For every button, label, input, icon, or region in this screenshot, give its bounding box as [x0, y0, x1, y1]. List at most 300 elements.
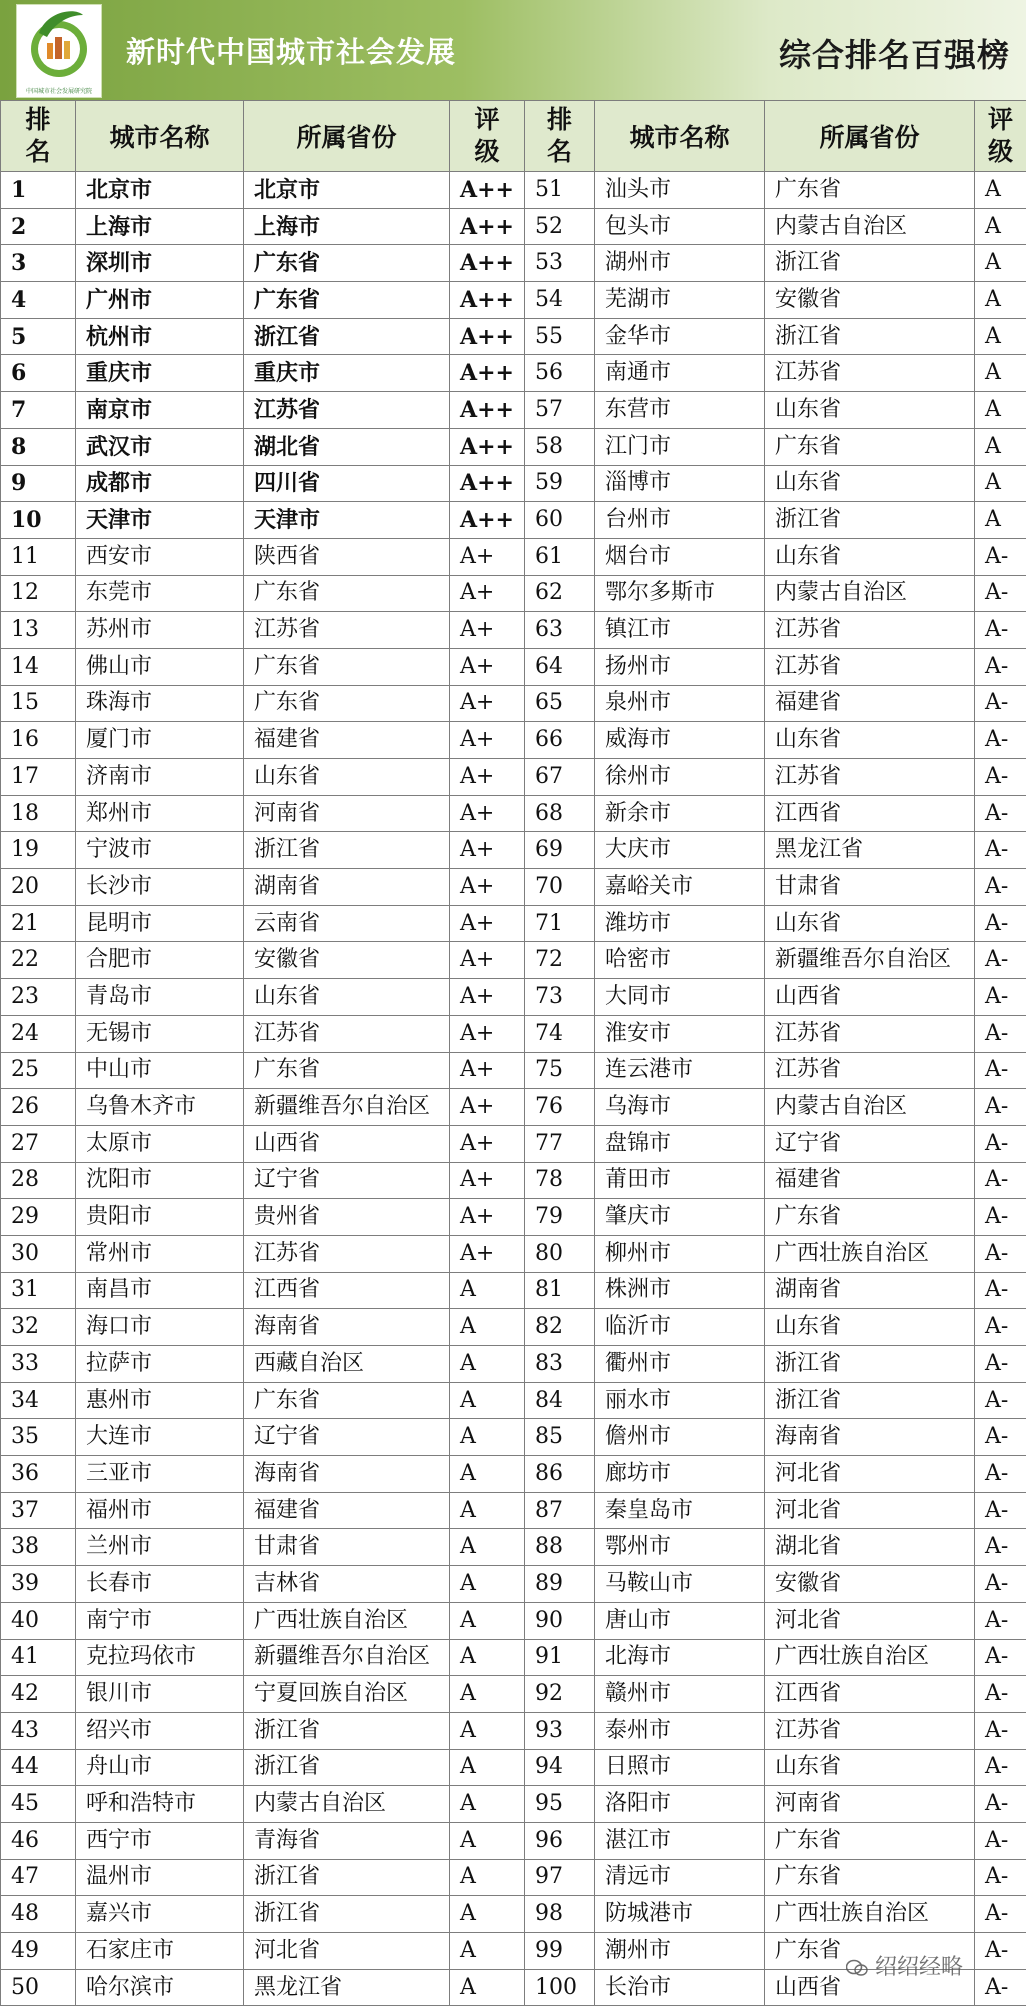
watermark-text: 绍绍经略	[875, 1955, 963, 1980]
watermark	[846, 1950, 963, 1981]
grade-cell: A+	[450, 575, 525, 612]
rank-cell: 58	[525, 428, 595, 465]
table-row	[1, 282, 1026, 319]
city-cell: 上海市	[76, 208, 244, 245]
city-cell: 呼和浩特市	[76, 1786, 244, 1823]
city-cell: 重庆市	[76, 355, 244, 392]
table-row	[1, 1015, 1026, 1052]
grade-cell: A-	[975, 1199, 1026, 1236]
grade-cell: A++	[450, 208, 525, 245]
grade-cell: A-	[975, 1419, 1026, 1456]
rank-cell: 62	[525, 575, 595, 612]
rank-cell: 1	[1, 172, 76, 209]
grade-cell: A++	[450, 392, 525, 429]
table-row	[1, 869, 1026, 906]
province-cell: 江西省	[765, 1676, 975, 1713]
province-cell: 内蒙古自治区	[765, 575, 975, 612]
grade-cell: A+	[450, 722, 525, 759]
col-header-city: 城市名称	[595, 101, 765, 172]
rank-cell: 87	[525, 1492, 595, 1529]
grade-cell: A-	[975, 722, 1026, 759]
grade-cell: A+	[450, 685, 525, 722]
province-cell: 新疆维吾尔自治区	[765, 942, 975, 979]
province-cell: 安徽省	[765, 282, 975, 319]
grade-cell: A-	[975, 1529, 1026, 1566]
table-row	[1, 1712, 1026, 1749]
grade-cell: A+	[450, 612, 525, 649]
rank-cell: 10	[1, 502, 76, 539]
grade-cell: A+	[450, 648, 525, 685]
ranking-title: 综合排名百强榜	[779, 30, 1010, 76]
grade-cell: A	[450, 1456, 525, 1493]
city-cell: 芜湖市	[595, 282, 765, 319]
rank-cell: 49	[1, 1933, 76, 1970]
banner-title: 新时代中国城市社会发展	[126, 30, 456, 71]
province-cell: 吉林省	[244, 1566, 450, 1603]
grade-cell: A	[975, 318, 1026, 355]
city-cell: 肇庆市	[595, 1199, 765, 1236]
grade-cell: A-	[975, 575, 1026, 612]
province-cell: 山东省	[765, 1749, 975, 1786]
grade-cell: A	[450, 1969, 525, 2006]
province-cell: 云南省	[244, 905, 450, 942]
city-cell: 长治市	[595, 1969, 765, 2006]
city-cell: 江门市	[595, 428, 765, 465]
rank-cell: 33	[1, 1346, 76, 1383]
province-cell: 黑龙江省	[244, 1969, 450, 2006]
grade-cell: A-	[975, 1566, 1026, 1603]
province-cell: 河南省	[244, 795, 450, 832]
province-cell: 广东省	[765, 172, 975, 209]
province-cell: 四川省	[244, 465, 450, 502]
table-row	[1, 1896, 1026, 1933]
city-cell: 海口市	[76, 1309, 244, 1346]
province-cell: 广西壮族自治区	[765, 1896, 975, 1933]
rank-cell: 76	[525, 1089, 595, 1126]
rank-cell: 66	[525, 722, 595, 759]
city-cell: 潍坊市	[595, 905, 765, 942]
city-cell: 石家庄市	[76, 1933, 244, 1970]
grade-cell: A+	[450, 869, 525, 906]
province-cell: 广西壮族自治区	[765, 1639, 975, 1676]
city-cell: 扬州市	[595, 648, 765, 685]
city-cell: 嘉峪关市	[595, 869, 765, 906]
province-cell: 新疆维吾尔自治区	[244, 1639, 450, 1676]
rank-cell: 64	[525, 648, 595, 685]
ranking-table	[0, 100, 1026, 2006]
city-cell: 惠州市	[76, 1382, 244, 1419]
grade-cell: A-	[975, 979, 1026, 1016]
province-cell: 江西省	[765, 795, 975, 832]
city-cell: 乌海市	[595, 1089, 765, 1126]
rank-cell: 23	[1, 979, 76, 1016]
city-cell: 汕头市	[595, 172, 765, 209]
table-row	[1, 795, 1026, 832]
rank-cell: 99	[525, 1933, 595, 1970]
grade-cell: A-	[975, 1676, 1026, 1713]
province-cell: 福建省	[244, 1492, 450, 1529]
city-cell: 连云港市	[595, 1052, 765, 1089]
grade-cell: A+	[450, 1235, 525, 1272]
rank-cell: 93	[525, 1712, 595, 1749]
rank-cell: 92	[525, 1676, 595, 1713]
grade-cell: A	[450, 1786, 525, 1823]
grade-cell: A++	[450, 502, 525, 539]
province-cell: 浙江省	[765, 245, 975, 282]
table-row	[1, 759, 1026, 796]
grade-cell: A-	[975, 1896, 1026, 1933]
table-row	[1, 722, 1026, 759]
province-cell: 广东省	[244, 1382, 450, 1419]
city-cell: 丽水市	[595, 1382, 765, 1419]
city-cell: 北京市	[76, 172, 244, 209]
table-row	[1, 465, 1026, 502]
grade-cell: A	[450, 1566, 525, 1603]
city-cell: 南宁市	[76, 1602, 244, 1639]
province-cell: 江苏省	[765, 1015, 975, 1052]
province-cell: 甘肃省	[244, 1529, 450, 1566]
city-cell: 马鞍山市	[595, 1566, 765, 1603]
city-cell: 鄂州市	[595, 1529, 765, 1566]
city-cell: 株洲市	[595, 1272, 765, 1309]
city-cell: 东营市	[595, 392, 765, 429]
rank-cell: 22	[1, 942, 76, 979]
grade-cell: A	[450, 1749, 525, 1786]
province-cell: 广东省	[765, 1933, 975, 1970]
grade-cell: A+	[450, 1052, 525, 1089]
city-cell: 临沂市	[595, 1309, 765, 1346]
rank-cell: 63	[525, 612, 595, 649]
rank-cell: 67	[525, 759, 595, 796]
rank-cell: 26	[1, 1089, 76, 1126]
grade-cell: A-	[975, 1346, 1026, 1383]
province-cell: 江苏省	[765, 759, 975, 796]
grade-cell: A	[450, 1933, 525, 1970]
rank-cell: 96	[525, 1822, 595, 1859]
table-body	[1, 172, 1026, 2006]
rank-cell: 88	[525, 1529, 595, 1566]
province-cell: 广东省	[244, 685, 450, 722]
grade-cell: A-	[975, 1492, 1026, 1529]
table-row	[1, 1492, 1026, 1529]
grade-cell: A+	[450, 795, 525, 832]
city-cell: 廊坊市	[595, 1456, 765, 1493]
city-cell: 珠海市	[76, 685, 244, 722]
grade-cell: A+	[450, 832, 525, 869]
province-cell: 山东省	[765, 465, 975, 502]
rank-cell: 90	[525, 1602, 595, 1639]
province-cell: 浙江省	[244, 318, 450, 355]
province-cell: 陕西省	[244, 538, 450, 575]
city-cell: 哈密市	[595, 942, 765, 979]
rank-cell: 4	[1, 282, 76, 319]
grade-cell: A	[975, 392, 1026, 429]
grade-cell: A-	[975, 1859, 1026, 1896]
rank-cell: 48	[1, 1896, 76, 1933]
city-cell: 济南市	[76, 759, 244, 796]
province-cell: 广东省	[765, 1859, 975, 1896]
province-cell: 江苏省	[244, 1015, 450, 1052]
city-cell: 大连市	[76, 1419, 244, 1456]
table-row	[1, 1125, 1026, 1162]
province-cell: 广东省	[765, 428, 975, 465]
rank-cell: 77	[525, 1125, 595, 1162]
rank-cell: 74	[525, 1015, 595, 1052]
province-cell: 广东省	[244, 245, 450, 282]
rank-cell: 24	[1, 1015, 76, 1052]
city-cell: 成都市	[76, 465, 244, 502]
rank-cell: 25	[1, 1052, 76, 1089]
city-cell: 拉萨市	[76, 1346, 244, 1383]
city-cell: 盘锦市	[595, 1125, 765, 1162]
province-cell: 海南省	[244, 1309, 450, 1346]
province-cell: 内蒙古自治区	[765, 1089, 975, 1126]
grade-cell: A-	[975, 1052, 1026, 1089]
col-header-rank: 排 名	[1, 101, 76, 172]
city-cell: 湖州市	[595, 245, 765, 282]
city-cell: 赣州市	[595, 1676, 765, 1713]
city-cell: 沈阳市	[76, 1162, 244, 1199]
grade-cell: A-	[975, 1015, 1026, 1052]
city-cell: 唐山市	[595, 1602, 765, 1639]
rank-cell: 13	[1, 612, 76, 649]
city-cell: 徐州市	[595, 759, 765, 796]
city-cell: 无锡市	[76, 1015, 244, 1052]
city-cell: 兰州市	[76, 1529, 244, 1566]
grade-cell: A	[450, 1529, 525, 1566]
rank-cell: 28	[1, 1162, 76, 1199]
province-cell: 北京市	[244, 172, 450, 209]
city-cell: 西安市	[76, 538, 244, 575]
rank-cell: 2	[1, 208, 76, 245]
grade-cell: A-	[975, 1639, 1026, 1676]
rank-cell: 12	[1, 575, 76, 612]
province-cell: 湖南省	[244, 869, 450, 906]
city-cell: 南通市	[595, 355, 765, 392]
table-row	[1, 208, 1026, 245]
city-cell: 常州市	[76, 1235, 244, 1272]
province-cell: 山东省	[244, 979, 450, 1016]
city-cell: 湛江市	[595, 1822, 765, 1859]
rank-cell: 60	[525, 502, 595, 539]
province-cell: 河北省	[765, 1602, 975, 1639]
rank-cell: 61	[525, 538, 595, 575]
rank-cell: 17	[1, 759, 76, 796]
grade-cell: A++	[450, 428, 525, 465]
city-cell: 南昌市	[76, 1272, 244, 1309]
wechat-icon	[846, 1959, 868, 1977]
table-row	[1, 1419, 1026, 1456]
grade-cell: A-	[975, 1749, 1026, 1786]
table-row	[1, 1089, 1026, 1126]
rank-cell: 59	[525, 465, 595, 502]
grade-cell: A-	[975, 795, 1026, 832]
table-row	[1, 428, 1026, 465]
grade-cell: A++	[450, 465, 525, 502]
table-row	[1, 1822, 1026, 1859]
grade-cell: A-	[975, 759, 1026, 796]
city-cell: 苏州市	[76, 612, 244, 649]
col-header-city: 城市名称	[76, 101, 244, 172]
col-header-province: 所属省份	[244, 101, 450, 172]
city-cell: 舟山市	[76, 1749, 244, 1786]
grade-cell: A++	[450, 282, 525, 319]
city-cell: 日照市	[595, 1749, 765, 1786]
province-cell: 山西省	[765, 979, 975, 1016]
table-row	[1, 832, 1026, 869]
city-cell: 长春市	[76, 1566, 244, 1603]
province-cell: 内蒙古自治区	[244, 1786, 450, 1823]
rank-cell: 15	[1, 685, 76, 722]
city-cell: 青岛市	[76, 979, 244, 1016]
grade-cell: A-	[975, 1089, 1026, 1126]
city-cell: 三亚市	[76, 1456, 244, 1493]
city-cell: 温州市	[76, 1859, 244, 1896]
rank-cell: 56	[525, 355, 595, 392]
city-cell: 包头市	[595, 208, 765, 245]
table-row	[1, 942, 1026, 979]
province-cell: 江苏省	[765, 1052, 975, 1089]
rank-cell: 68	[525, 795, 595, 832]
province-cell: 河北省	[765, 1456, 975, 1493]
province-cell: 辽宁省	[244, 1162, 450, 1199]
table-row	[1, 355, 1026, 392]
grade-cell: A	[975, 172, 1026, 209]
grade-cell: A++	[450, 355, 525, 392]
grade-cell: A+	[450, 905, 525, 942]
city-cell: 长沙市	[76, 869, 244, 906]
rank-cell: 51	[525, 172, 595, 209]
rank-cell: 18	[1, 795, 76, 832]
province-cell: 上海市	[244, 208, 450, 245]
table-row	[1, 1676, 1026, 1713]
city-cell: 中山市	[76, 1052, 244, 1089]
grade-cell: A-	[975, 1712, 1026, 1749]
grade-cell: A-	[975, 1786, 1026, 1823]
grade-cell: A	[450, 1382, 525, 1419]
grade-cell: A	[450, 1492, 525, 1529]
province-cell: 广东省	[765, 1199, 975, 1236]
table-row	[1, 905, 1026, 942]
city-cell: 广州市	[76, 282, 244, 319]
city-cell: 威海市	[595, 722, 765, 759]
rank-cell: 6	[1, 355, 76, 392]
province-cell: 江苏省	[765, 648, 975, 685]
rank-cell: 14	[1, 648, 76, 685]
rank-cell: 52	[525, 208, 595, 245]
province-cell: 浙江省	[765, 318, 975, 355]
organization-logo	[16, 4, 102, 98]
grade-cell: A	[450, 1602, 525, 1639]
rank-cell: 20	[1, 869, 76, 906]
rank-cell: 53	[525, 245, 595, 282]
grade-cell: A++	[450, 245, 525, 282]
rank-cell: 3	[1, 245, 76, 282]
rank-cell: 36	[1, 1456, 76, 1493]
grade-cell: A++	[450, 172, 525, 209]
province-cell: 浙江省	[244, 1749, 450, 1786]
city-cell: 防城港市	[595, 1896, 765, 1933]
city-cell: 金华市	[595, 318, 765, 355]
province-cell: 广西壮族自治区	[765, 1235, 975, 1272]
province-cell: 贵州省	[244, 1199, 450, 1236]
city-cell: 儋州市	[595, 1419, 765, 1456]
grade-cell: A-	[975, 942, 1026, 979]
province-cell: 海南省	[244, 1456, 450, 1493]
table-row	[1, 1052, 1026, 1089]
grade-cell: A	[450, 1346, 525, 1383]
rank-cell: 11	[1, 538, 76, 575]
rank-cell: 82	[525, 1309, 595, 1346]
city-cell: 泰州市	[595, 1712, 765, 1749]
rank-cell: 65	[525, 685, 595, 722]
grade-cell: A-	[975, 1456, 1026, 1493]
province-cell: 青海省	[244, 1822, 450, 1859]
table-row	[1, 245, 1026, 282]
rank-cell: 27	[1, 1125, 76, 1162]
col-header-grade: 评 级	[450, 101, 525, 172]
grade-cell: A	[975, 245, 1026, 282]
rank-cell: 94	[525, 1749, 595, 1786]
grade-cell: A+	[450, 759, 525, 796]
province-cell: 河北省	[765, 1492, 975, 1529]
rank-cell: 16	[1, 722, 76, 759]
city-cell: 合肥市	[76, 942, 244, 979]
rank-cell: 46	[1, 1822, 76, 1859]
province-cell: 湖北省	[765, 1529, 975, 1566]
city-cell: 莆田市	[595, 1162, 765, 1199]
city-cell: 嘉兴市	[76, 1896, 244, 1933]
grade-cell: A-	[975, 612, 1026, 649]
rank-cell: 95	[525, 1786, 595, 1823]
rank-cell: 70	[525, 869, 595, 906]
city-cell: 北海市	[595, 1639, 765, 1676]
grade-cell: A-	[975, 869, 1026, 906]
city-cell: 天津市	[76, 502, 244, 539]
rank-cell: 89	[525, 1566, 595, 1603]
rank-cell: 39	[1, 1566, 76, 1603]
city-cell: 烟台市	[595, 538, 765, 575]
grade-cell: A+	[450, 979, 525, 1016]
grade-cell: A+	[450, 538, 525, 575]
rank-cell: 45	[1, 1786, 76, 1823]
rank-cell: 50	[1, 1969, 76, 2006]
province-cell: 黑龙江省	[765, 832, 975, 869]
province-cell: 浙江省	[244, 832, 450, 869]
grade-cell: A	[450, 1309, 525, 1346]
city-cell: 福州市	[76, 1492, 244, 1529]
grade-cell: A-	[975, 1162, 1026, 1199]
table-row	[1, 502, 1026, 539]
grade-cell: A	[450, 1822, 525, 1859]
city-cell: 绍兴市	[76, 1712, 244, 1749]
rank-cell: 32	[1, 1309, 76, 1346]
table-row	[1, 392, 1026, 429]
rank-cell: 57	[525, 392, 595, 429]
province-cell: 西藏自治区	[244, 1346, 450, 1383]
province-cell: 广东省	[765, 1822, 975, 1859]
grade-cell: A-	[975, 832, 1026, 869]
grade-cell: A-	[975, 1272, 1026, 1309]
rank-cell: 19	[1, 832, 76, 869]
table-row	[1, 1272, 1026, 1309]
grade-cell: A	[450, 1272, 525, 1309]
table-row	[1, 685, 1026, 722]
grade-cell: A	[975, 465, 1026, 502]
grade-cell: A++	[450, 318, 525, 355]
grade-cell: A-	[975, 905, 1026, 942]
city-cell: 厦门市	[76, 722, 244, 759]
